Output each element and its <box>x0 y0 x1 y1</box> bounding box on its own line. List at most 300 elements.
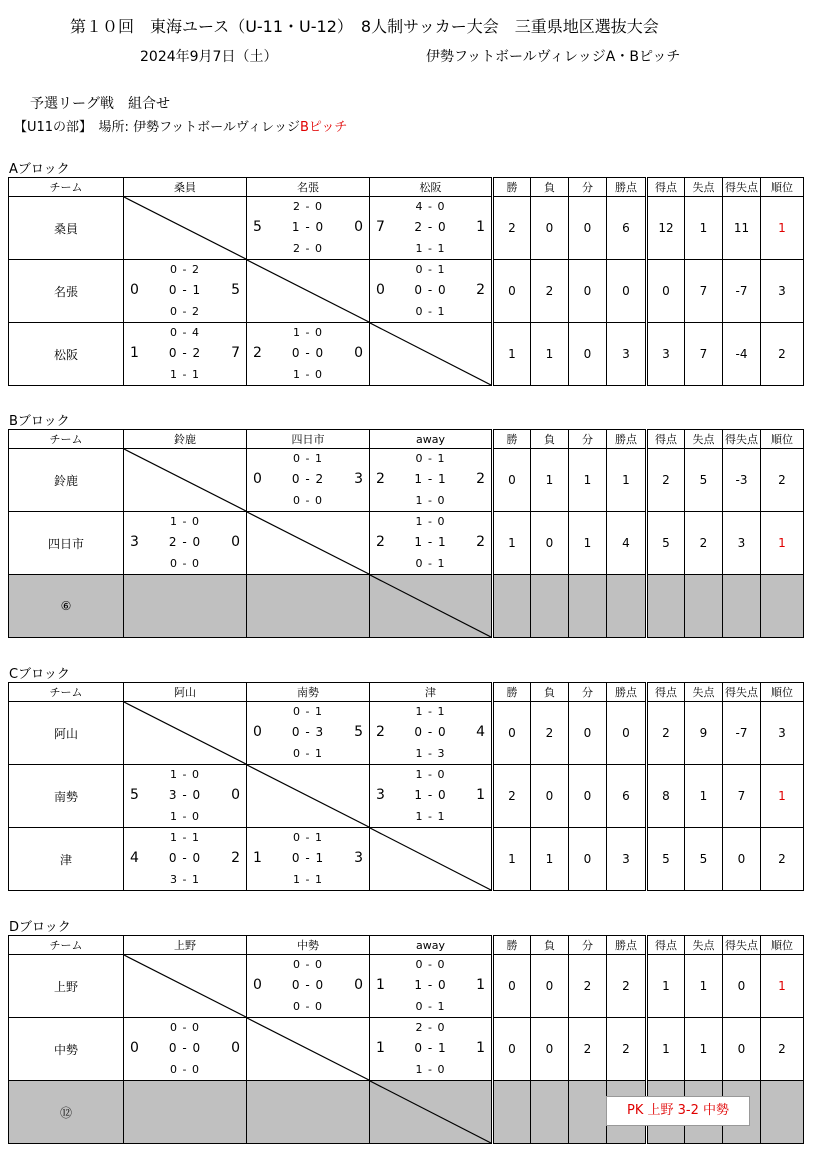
team-name: 南勢 <box>9 765 124 828</box>
first-half-score: 1 - 1 <box>170 831 200 844</box>
team-name: 四日市 <box>9 512 124 575</box>
second-half-score: 1 - 1 <box>414 472 447 486</box>
stat-header: 得失点 <box>723 936 761 955</box>
total-goals-for: 0 <box>376 282 385 298</box>
total-goals-against: 1 <box>476 787 485 803</box>
stat-value: 2 <box>647 449 685 512</box>
extra-period-score: 1 - 0 <box>415 1063 446 1076</box>
first-half-score: 1 - 0 <box>415 515 446 528</box>
diagonal-slash <box>370 1081 491 1143</box>
second-half-score: 0 - 0 <box>168 851 202 865</box>
stat-value: 3 <box>723 512 761 575</box>
diagonal-slash <box>124 449 246 511</box>
self-match-cell <box>247 512 370 575</box>
stat-header: 負 <box>531 430 569 449</box>
stat-header: 分 <box>569 430 607 449</box>
diagonal-slash <box>370 323 491 385</box>
stat-value: 0 <box>569 702 607 765</box>
stat-value: 7 <box>685 323 723 386</box>
team-name: 桑員 <box>9 197 124 260</box>
total-goals-against: 0 <box>231 1040 240 1056</box>
self-match-cell <box>370 1081 493 1144</box>
stat-value: 0 <box>569 828 607 891</box>
first-half-score: 1 - 0 <box>170 768 200 781</box>
diagonal-slash <box>247 512 369 574</box>
self-match-cell <box>247 260 370 323</box>
stat-value: 0 <box>607 702 647 765</box>
total-goals-against: 3 <box>354 471 363 487</box>
first-half-score: 0 - 1 <box>415 263 446 276</box>
stat-value: -3 <box>723 449 761 512</box>
diagonal-slash <box>247 1018 369 1080</box>
stat-value: 6 <box>607 197 647 260</box>
stat-value <box>685 575 723 638</box>
stat-value: 0 <box>531 765 569 828</box>
team-name: ⑫ <box>9 1081 124 1144</box>
team-row <box>9 323 804 386</box>
total-goals-for: 0 <box>253 724 262 740</box>
block-label: Bブロック <box>9 414 70 429</box>
stat-header: 勝 <box>493 683 531 702</box>
match-result-cell <box>370 449 493 512</box>
stat-value: -4 <box>723 323 761 386</box>
team-name: ⑥ <box>9 575 124 638</box>
first-half-score: 0 - 2 <box>170 263 200 276</box>
team-name: 松阪 <box>9 323 124 386</box>
first-half-score: 0 - 1 <box>293 705 323 718</box>
stat-header: 得点 <box>647 683 685 702</box>
stat-value: 5 <box>685 449 723 512</box>
team-row <box>9 512 804 575</box>
stat-value: 0 <box>569 323 607 386</box>
first-half-score: 0 - 0 <box>415 958 446 971</box>
league-table <box>8 682 804 891</box>
stat-header: 得失点 <box>723 178 761 197</box>
team-row <box>9 702 804 765</box>
extra-period-score: 1 - 3 <box>415 747 446 760</box>
total-goals-against: 3 <box>354 850 363 866</box>
match-result-cell <box>370 702 493 765</box>
stat-value: 2 <box>607 1018 647 1081</box>
match-result-cell <box>124 765 247 828</box>
stat-value: 12 <box>647 197 685 260</box>
team-header: チーム <box>9 683 124 702</box>
opponent-header: 阿山 <box>124 683 247 702</box>
stat-value: 2 <box>531 260 569 323</box>
stat-value: 2 <box>493 765 531 828</box>
match-result-cell <box>124 828 247 891</box>
match-result-cell <box>124 323 247 386</box>
stat-header: 勝点 <box>607 936 647 955</box>
stat-value: 2 <box>531 702 569 765</box>
match-result-cell <box>370 1018 493 1081</box>
second-half-score: 0 - 0 <box>414 283 447 297</box>
stat-value: 7 <box>723 765 761 828</box>
extra-period-score: 0 - 0 <box>170 557 200 570</box>
total-goals-for: 5 <box>130 787 139 803</box>
stat-value: 2 <box>569 955 607 1018</box>
total-goals-for: 4 <box>130 850 139 866</box>
second-half-score: 1 - 0 <box>414 978 447 992</box>
extra-period-score: 2 - 0 <box>293 242 323 255</box>
stat-header: 勝 <box>493 936 531 955</box>
stat-value: 0 <box>493 260 531 323</box>
opponent-header: 松阪 <box>370 178 493 197</box>
second-half-score: 0 - 1 <box>291 851 325 865</box>
event-venue: 伊勢フットボールヴィレッジA・Bピッチ <box>426 49 681 65</box>
total-goals-against: 2 <box>476 534 485 550</box>
second-half-score: 0 - 0 <box>291 346 325 360</box>
stat-header: 順位 <box>761 430 804 449</box>
team-header: チーム <box>9 936 124 955</box>
stat-value: 11 <box>723 197 761 260</box>
second-half-score: 0 - 0 <box>291 978 325 992</box>
diagonal-slash <box>247 260 369 322</box>
second-half-score: 1 - 0 <box>291 220 325 234</box>
empty-cell <box>124 575 247 638</box>
extra-period-score: 0 - 1 <box>415 557 446 570</box>
stat-value <box>647 575 685 638</box>
diagonal-slash <box>370 575 491 637</box>
stat-value: 1 <box>685 955 723 1018</box>
total-goals-for: 2 <box>253 345 262 361</box>
opponent-header: away <box>370 430 493 449</box>
stat-value: 0 <box>607 260 647 323</box>
stat-value: 0 <box>531 955 569 1018</box>
stat-value: 1 <box>685 197 723 260</box>
total-goals-for: 1 <box>376 1040 385 1056</box>
stat-header: 勝点 <box>607 683 647 702</box>
stat-value: 5 <box>647 828 685 891</box>
opponent-header: 南勢 <box>247 683 370 702</box>
total-goals-against: 5 <box>354 724 363 740</box>
stat-header: 勝 <box>493 178 531 197</box>
total-goals-against: 0 <box>354 219 363 235</box>
stat-value <box>493 575 531 638</box>
extra-period-score: 1 - 0 <box>170 810 200 823</box>
extra-period-score: 0 - 0 <box>170 1063 200 1076</box>
stat-header: 順位 <box>761 936 804 955</box>
second-half-score: 0 - 3 <box>291 725 325 739</box>
self-match-cell <box>124 955 247 1018</box>
match-result-cell <box>247 828 370 891</box>
stat-value: 1 <box>647 1018 685 1081</box>
second-half-score: 1 - 0 <box>414 788 447 802</box>
diagonal-slash <box>124 702 246 764</box>
stat-value <box>569 1081 607 1144</box>
stat-header: 負 <box>531 936 569 955</box>
extra-period-score: 3 - 1 <box>170 873 200 886</box>
stat-value: 1 <box>761 512 804 575</box>
team-name: 中勢 <box>9 1018 124 1081</box>
stat-value: 2 <box>607 955 647 1018</box>
team-header: チーム <box>9 178 124 197</box>
total-goals-against: 5 <box>231 282 240 298</box>
opponent-header: 四日市 <box>247 430 370 449</box>
stat-value: 0 <box>531 197 569 260</box>
block-label: Aブロック <box>9 162 70 177</box>
team-name: 名張 <box>9 260 124 323</box>
stat-value: 1 <box>531 828 569 891</box>
team-row <box>9 955 804 1018</box>
stat-value: 1 <box>493 512 531 575</box>
stat-header: 得点 <box>647 430 685 449</box>
stat-header: 失点 <box>685 430 723 449</box>
total-goals-against: 0 <box>354 345 363 361</box>
total-goals-for: 0 <box>130 282 139 298</box>
stat-header: 失点 <box>685 683 723 702</box>
extra-period-score: 1 - 0 <box>415 494 446 507</box>
match-result-cell <box>370 955 493 1018</box>
self-match-cell <box>370 323 493 386</box>
first-half-score: 0 - 1 <box>293 452 323 465</box>
opponent-header: 鈴鹿 <box>124 430 247 449</box>
first-half-score: 2 - 0 <box>415 1021 446 1034</box>
self-match-cell <box>124 702 247 765</box>
stat-header: 失点 <box>685 936 723 955</box>
opponent-header: 桑員 <box>124 178 247 197</box>
stat-header: 勝 <box>493 430 531 449</box>
stat-header: 失点 <box>685 178 723 197</box>
extra-period-score: 1 - 1 <box>415 810 446 823</box>
team-row <box>9 260 804 323</box>
stat-header: 分 <box>569 178 607 197</box>
stat-header: 得点 <box>647 178 685 197</box>
stat-value: 0 <box>493 702 531 765</box>
stat-value: 1 <box>569 512 607 575</box>
stat-value: 4 <box>607 512 647 575</box>
team-row <box>9 575 804 638</box>
stat-value: 1 <box>569 449 607 512</box>
total-goals-against: 2 <box>476 471 485 487</box>
total-goals-for: 0 <box>253 977 262 993</box>
match-result-cell <box>247 449 370 512</box>
stat-value: 3 <box>607 828 647 891</box>
match-result-cell <box>370 197 493 260</box>
total-goals-against: 2 <box>231 850 240 866</box>
stat-value: 1 <box>647 955 685 1018</box>
second-half-score: 0 - 0 <box>414 725 447 739</box>
empty-cell <box>247 1081 370 1144</box>
match-result-cell <box>370 765 493 828</box>
first-half-score: 0 - 0 <box>293 958 323 971</box>
second-half-score: 0 - 2 <box>291 472 325 486</box>
total-goals-for: 3 <box>130 534 139 550</box>
team-name: 鈴鹿 <box>9 449 124 512</box>
total-goals-against: 2 <box>476 282 485 298</box>
team-name: 津 <box>9 828 124 891</box>
stat-value: 1 <box>531 323 569 386</box>
stat-value: 0 <box>493 1018 531 1081</box>
stat-value: 0 <box>531 512 569 575</box>
second-half-score: 2 - 0 <box>414 220 447 234</box>
total-goals-against: 1 <box>476 1040 485 1056</box>
stat-header: 順位 <box>761 178 804 197</box>
first-half-score: 1 - 0 <box>293 326 323 339</box>
stat-value <box>761 1081 804 1144</box>
extra-period-score: 0 - 1 <box>415 1000 446 1013</box>
stat-value: 2 <box>761 323 804 386</box>
self-match-cell <box>370 575 493 638</box>
stat-value: 2 <box>761 1018 804 1081</box>
stat-value: 1 <box>761 955 804 1018</box>
match-result-cell <box>124 260 247 323</box>
total-goals-for: 1 <box>130 345 139 361</box>
team-row <box>9 449 804 512</box>
first-half-score: 4 - 0 <box>415 200 446 213</box>
second-half-score: 2 - 0 <box>168 535 202 549</box>
block-label: Dブロック <box>9 920 71 935</box>
first-half-score: 1 - 1 <box>415 705 446 718</box>
stat-value: 1 <box>685 765 723 828</box>
stat-value <box>569 575 607 638</box>
match-result-cell <box>247 955 370 1018</box>
total-goals-against: 4 <box>476 724 485 740</box>
match-result-cell <box>370 512 493 575</box>
pk-result-note: PK 上野 3-2 中勢 <box>606 1096 750 1126</box>
stat-value: 6 <box>607 765 647 828</box>
team-name: 阿山 <box>9 702 124 765</box>
extra-period-score: 1 - 1 <box>415 242 446 255</box>
total-goals-for: 2 <box>376 724 385 740</box>
self-match-cell <box>247 1018 370 1081</box>
empty-cell <box>124 1081 247 1144</box>
total-goals-for: 5 <box>253 219 262 235</box>
stat-value <box>761 575 804 638</box>
match-result-cell <box>247 197 370 260</box>
first-half-score: 0 - 1 <box>293 831 323 844</box>
extra-period-score: 0 - 1 <box>415 305 446 318</box>
extra-period-score: 1 - 0 <box>293 368 323 381</box>
pitch-label: Bピッチ <box>300 120 348 135</box>
team-row <box>9 197 804 260</box>
stat-header: 得失点 <box>723 683 761 702</box>
total-goals-for: 2 <box>376 471 385 487</box>
stat-header: 分 <box>569 936 607 955</box>
stat-value: -7 <box>723 260 761 323</box>
stat-value: 0 <box>647 260 685 323</box>
stat-value: 0 <box>723 828 761 891</box>
stat-value: 0 <box>531 1018 569 1081</box>
second-half-score: 0 - 2 <box>168 346 202 360</box>
opponent-header: 名張 <box>247 178 370 197</box>
stat-value: 1 <box>685 1018 723 1081</box>
stat-value: 2 <box>569 1018 607 1081</box>
second-half-score: 0 - 1 <box>168 283 202 297</box>
division-text: 【U11の部】 場所: 伊勢フットボールヴィレッジ <box>14 120 300 135</box>
stat-value: 1 <box>531 449 569 512</box>
match-result-cell <box>247 323 370 386</box>
stat-value: 2 <box>493 197 531 260</box>
first-half-score: 1 - 0 <box>170 515 200 528</box>
extra-period-score: 1 - 1 <box>293 873 323 886</box>
match-result-cell <box>370 260 493 323</box>
total-goals-for: 1 <box>376 977 385 993</box>
team-row <box>9 1018 804 1081</box>
diagonal-slash <box>124 955 246 1017</box>
stat-value <box>723 575 761 638</box>
stat-value: 1 <box>761 765 804 828</box>
self-match-cell <box>370 828 493 891</box>
stat-value: -7 <box>723 702 761 765</box>
extra-period-score: 0 - 0 <box>293 1000 323 1013</box>
self-match-cell <box>247 765 370 828</box>
stat-value: 1 <box>493 828 531 891</box>
stat-value: 2 <box>647 702 685 765</box>
first-half-score: 0 - 0 <box>170 1021 200 1034</box>
stat-header: 勝点 <box>607 430 647 449</box>
total-goals-against: 7 <box>231 345 240 361</box>
stat-value: 3 <box>761 260 804 323</box>
block-label: Cブロック <box>9 667 70 682</box>
opponent-header: 中勢 <box>247 936 370 955</box>
total-goals-for: 2 <box>376 534 385 550</box>
total-goals-for: 0 <box>253 471 262 487</box>
section-title: 予選リーグ戦 組合せ <box>30 96 170 112</box>
stat-header: 得点 <box>647 936 685 955</box>
total-goals-for: 7 <box>376 219 385 235</box>
stat-value: 5 <box>647 512 685 575</box>
total-goals-against: 1 <box>476 219 485 235</box>
league-table <box>8 429 804 638</box>
division-line <box>14 116 347 135</box>
extra-period-score: 0 - 0 <box>293 494 323 507</box>
total-goals-against: 1 <box>476 977 485 993</box>
total-goals-against: 0 <box>354 977 363 993</box>
team-row <box>9 765 804 828</box>
stat-header: 負 <box>531 683 569 702</box>
stat-value: 3 <box>607 323 647 386</box>
stat-header: 得失点 <box>723 430 761 449</box>
stat-value: 9 <box>685 702 723 765</box>
match-result-cell <box>247 702 370 765</box>
stat-value <box>493 1081 531 1144</box>
stat-value: 0 <box>493 449 531 512</box>
second-half-score: 3 - 0 <box>168 788 202 802</box>
stat-value: 3 <box>647 323 685 386</box>
league-table <box>8 177 804 386</box>
stat-value: 1 <box>493 323 531 386</box>
second-half-score: 0 - 1 <box>414 1041 447 1055</box>
stat-value <box>607 575 647 638</box>
team-name: 上野 <box>9 955 124 1018</box>
stat-value: 0 <box>569 197 607 260</box>
total-goals-for: 0 <box>130 1040 139 1056</box>
stat-value: 3 <box>761 702 804 765</box>
opponent-header: 津 <box>370 683 493 702</box>
stat-value: 2 <box>685 512 723 575</box>
stat-value: 7 <box>685 260 723 323</box>
stat-value <box>531 575 569 638</box>
second-half-score: 1 - 1 <box>414 535 447 549</box>
opponent-header: away <box>370 936 493 955</box>
stat-value: 2 <box>761 449 804 512</box>
team-row <box>9 828 804 891</box>
stat-header: 分 <box>569 683 607 702</box>
stat-header: 勝点 <box>607 178 647 197</box>
empty-cell <box>247 575 370 638</box>
stat-value: 5 <box>685 828 723 891</box>
team-header: チーム <box>9 430 124 449</box>
diagonal-slash <box>247 765 369 827</box>
stat-header: 順位 <box>761 683 804 702</box>
extra-period-score: 0 - 2 <box>170 305 200 318</box>
extra-period-score: 1 - 1 <box>170 368 200 381</box>
event-date: 2024年9月7日（土） <box>140 49 278 65</box>
stat-value: 8 <box>647 765 685 828</box>
stat-value <box>531 1081 569 1144</box>
stat-value: 1 <box>607 449 647 512</box>
